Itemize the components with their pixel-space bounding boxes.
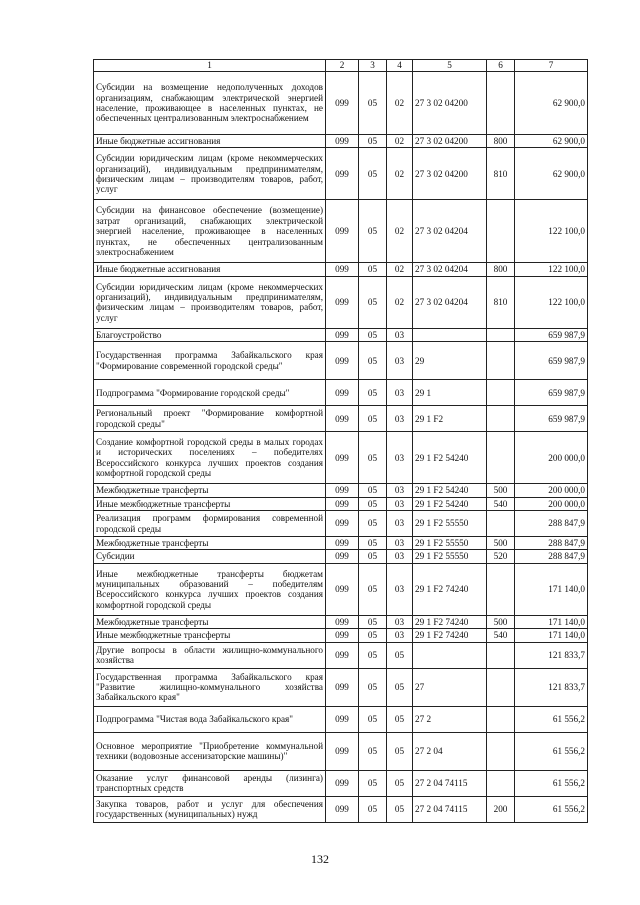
admin-code-cell: 099 <box>326 263 359 276</box>
table-row <box>94 497 588 510</box>
expense-type-cell: 520 <box>487 550 515 563</box>
amount-cell: 200 000,0 <box>515 497 588 510</box>
item-name-cell: Благоустройство <box>94 328 326 341</box>
expense-type-cell: 500 <box>487 537 515 550</box>
section-code-cell: 05 <box>359 328 387 341</box>
target-article-cell: 27 2 04 <box>413 732 487 770</box>
section-code-cell: 05 <box>359 642 387 668</box>
target-article-cell: 27 3 02 04204 <box>413 276 487 328</box>
table-row <box>94 615 588 628</box>
target-article-cell: 29 1 F2 74240 <box>413 563 487 615</box>
target-article-cell <box>413 328 487 341</box>
table-row <box>94 200 588 263</box>
section-code-cell: 05 <box>359 796 387 822</box>
subsection-code-cell: 03 <box>387 380 413 406</box>
table-header-row <box>94 60 588 72</box>
item-name-cell: Закупка товаров, работ и услуг для обеспечения государственных (муниципальных) нужд <box>94 796 326 822</box>
section-code-cell: 05 <box>359 668 387 706</box>
admin-code-cell: 099 <box>326 796 359 822</box>
target-article-cell: 29 1 F2 54240 <box>413 432 487 484</box>
amount-cell: 171 140,0 <box>515 563 588 615</box>
subsection-code-cell: 02 <box>387 148 413 200</box>
subsection-code-cell: 05 <box>387 668 413 706</box>
section-code-cell: 05 <box>359 511 387 537</box>
section-code-cell: 05 <box>359 484 387 497</box>
item-name-cell: Иные бюджетные ассигнования <box>94 135 326 148</box>
amount-cell: 61 556,2 <box>515 796 588 822</box>
amount-cell: 121 833,7 <box>515 642 588 668</box>
amount-cell: 61 556,2 <box>515 770 588 796</box>
expense-type-cell <box>487 770 515 796</box>
admin-code-cell: 099 <box>326 328 359 341</box>
target-article-cell: 27 <box>413 668 487 706</box>
table-row <box>94 72 588 135</box>
table-row <box>94 706 588 732</box>
amount-cell: 659 987,9 <box>515 342 588 380</box>
expense-type-cell: 540 <box>487 629 515 642</box>
subsection-code-cell: 02 <box>387 72 413 135</box>
subsection-code-cell: 02 <box>387 135 413 148</box>
admin-code-cell: 099 <box>326 629 359 642</box>
expense-type-cell <box>487 342 515 380</box>
item-name-cell: Межбюджетные трансферты <box>94 484 326 497</box>
section-code-cell: 05 <box>359 497 387 510</box>
expense-type-cell: 500 <box>487 484 515 497</box>
subsection-code-cell: 03 <box>387 328 413 341</box>
target-article-cell: 27 3 02 04200 <box>413 72 487 135</box>
admin-code-cell: 099 <box>326 770 359 796</box>
subsection-code-cell: 03 <box>387 550 413 563</box>
subsection-code-cell: 05 <box>387 796 413 822</box>
item-name-cell: Субсидии на возмещение недополученных доходов организациям, снабжающим электрической энергией население, проживающее в населенных пунктах, не обеспеченных централизованным электроснабжением <box>94 72 326 135</box>
header-cell-1: 1 <box>94 60 326 72</box>
target-article-cell: 29 1 F2 55550 <box>413 511 487 537</box>
amount-cell: 122 100,0 <box>515 200 588 263</box>
section-code-cell: 05 <box>359 550 387 563</box>
expense-type-cell <box>487 432 515 484</box>
target-article-cell: 29 1 F2 74240 <box>413 615 487 628</box>
admin-code-cell: 099 <box>326 563 359 615</box>
item-name-cell: Реализация программ формирования современной городской среды <box>94 511 326 537</box>
table-row <box>94 342 588 380</box>
amount-cell: 61 556,2 <box>515 732 588 770</box>
target-article-cell: 27 2 <box>413 706 487 732</box>
admin-code-cell: 099 <box>326 668 359 706</box>
amount-cell: 288 847,9 <box>515 550 588 563</box>
expense-type-cell <box>487 328 515 341</box>
amount-cell: 121 833,7 <box>515 668 588 706</box>
table-row <box>94 484 588 497</box>
target-article-cell: 27 2 04 74115 <box>413 770 487 796</box>
target-article-cell: 27 3 02 04200 <box>413 148 487 200</box>
section-code-cell: 05 <box>359 406 387 432</box>
expense-type-cell: 540 <box>487 497 515 510</box>
section-code-cell: 05 <box>359 432 387 484</box>
item-name-cell: Региональный проект "Формирование комфортной городской среды" <box>94 406 326 432</box>
table-body <box>94 60 588 823</box>
target-article-cell <box>413 642 487 668</box>
table-row <box>94 276 588 328</box>
expense-type-cell <box>487 668 515 706</box>
section-code-cell: 05 <box>359 72 387 135</box>
expense-type-cell <box>487 706 515 732</box>
section-code-cell: 05 <box>359 263 387 276</box>
table-row <box>94 629 588 642</box>
section-code-cell: 05 <box>359 563 387 615</box>
table-row <box>94 263 588 276</box>
table-row <box>94 148 588 200</box>
admin-code-cell: 099 <box>326 148 359 200</box>
section-code-cell: 05 <box>359 276 387 328</box>
item-name-cell: Иные межбюджетные трансферты бюджетам муниципальных образований – победителям Всероссийского конкурса лучших проектов создания комфортной городской среды <box>94 563 326 615</box>
amount-cell: 659 987,9 <box>515 328 588 341</box>
admin-code-cell: 099 <box>326 706 359 732</box>
expense-type-cell <box>487 200 515 263</box>
item-name-cell: Создание комфортной городской среды в малых городах и исторических поселениях – победителях Всероссийского конкурса лучших проектов создания комфортной городской среды <box>94 432 326 484</box>
table-row <box>94 406 588 432</box>
table-row <box>94 380 588 406</box>
subsection-code-cell: 03 <box>387 511 413 537</box>
item-name-cell: Основное мероприятие "Приобретение коммунальной техники (водовозные ассенизаторские машины)" <box>94 732 326 770</box>
amount-cell: 659 987,9 <box>515 406 588 432</box>
admin-code-cell: 099 <box>326 497 359 510</box>
amount-cell: 122 100,0 <box>515 276 588 328</box>
subsection-code-cell: 05 <box>387 706 413 732</box>
subsection-code-cell: 05 <box>387 770 413 796</box>
target-article-cell: 29 1 F2 54240 <box>413 497 487 510</box>
table-row <box>94 537 588 550</box>
admin-code-cell: 099 <box>326 550 359 563</box>
table-row <box>94 550 588 563</box>
section-code-cell: 05 <box>359 380 387 406</box>
subsection-code-cell: 03 <box>387 484 413 497</box>
subsection-code-cell: 03 <box>387 563 413 615</box>
expense-type-cell: 810 <box>487 148 515 200</box>
item-name-cell: Субсидии юридическим лицам (кроме некоммерческих организаций), индивидуальным предпринимателям, физическим лицам – производителям товаров, работ, услуг <box>94 276 326 328</box>
amount-cell: 171 140,0 <box>515 615 588 628</box>
admin-code-cell: 099 <box>326 406 359 432</box>
target-article-cell: 27 2 04 74115 <box>413 796 487 822</box>
section-code-cell: 05 <box>359 537 387 550</box>
expense-type-cell <box>487 642 515 668</box>
item-name-cell: Оказание услуг финансовой аренды (лизинга) транспортных средств <box>94 770 326 796</box>
section-code-cell: 05 <box>359 629 387 642</box>
table-row <box>94 135 588 148</box>
subsection-code-cell: 02 <box>387 263 413 276</box>
target-article-cell: 29 1 F2 74240 <box>413 629 487 642</box>
amount-cell: 659 987,9 <box>515 380 588 406</box>
budget-table <box>93 59 588 823</box>
expense-type-cell: 500 <box>487 615 515 628</box>
section-code-cell: 05 <box>359 732 387 770</box>
header-cell-6: 6 <box>487 60 515 72</box>
subsection-code-cell: 03 <box>387 615 413 628</box>
expense-type-cell <box>487 511 515 537</box>
expense-type-cell <box>487 380 515 406</box>
item-name-cell: Субсидии на финансовое обеспечение (возмещение) затрат организаций, снабжающих электрической энергией население, проживающее в населенных пунктах, не обеспеченных централизованным электроснабжением <box>94 200 326 263</box>
page-number: 132 <box>311 852 329 866</box>
target-article-cell: 27 3 02 04204 <box>413 200 487 263</box>
item-name-cell: Иные бюджетные ассигнования <box>94 263 326 276</box>
subsection-code-cell: 03 <box>387 629 413 642</box>
item-name-cell: Подпрограмма "Чистая вода Забайкальского края" <box>94 706 326 732</box>
subsection-code-cell: 03 <box>387 342 413 380</box>
target-article-cell: 29 1 <box>413 380 487 406</box>
subsection-code-cell: 05 <box>387 732 413 770</box>
admin-code-cell: 099 <box>326 276 359 328</box>
section-code-cell: 05 <box>359 770 387 796</box>
admin-code-cell: 099 <box>326 380 359 406</box>
header-cell-2: 2 <box>326 60 359 72</box>
table-row <box>94 732 588 770</box>
admin-code-cell: 099 <box>326 72 359 135</box>
expense-type-cell: 200 <box>487 796 515 822</box>
admin-code-cell: 099 <box>326 732 359 770</box>
target-article-cell: 27 3 02 04200 <box>413 135 487 148</box>
table-row <box>94 796 588 822</box>
subsection-code-cell: 05 <box>387 642 413 668</box>
header-cell-5: 5 <box>413 60 487 72</box>
subsection-code-cell: 03 <box>387 537 413 550</box>
item-name-cell: Субсидии <box>94 550 326 563</box>
header-cell-7: 7 <box>515 60 588 72</box>
expense-type-cell: 800 <box>487 135 515 148</box>
section-code-cell: 05 <box>359 148 387 200</box>
admin-code-cell: 099 <box>326 511 359 537</box>
amount-cell: 122 100,0 <box>515 263 588 276</box>
amount-cell: 200 000,0 <box>515 484 588 497</box>
header-cell-3: 3 <box>359 60 387 72</box>
expense-type-cell: 800 <box>487 263 515 276</box>
section-code-cell: 05 <box>359 135 387 148</box>
section-code-cell: 05 <box>359 200 387 263</box>
table-row <box>94 563 588 615</box>
target-article-cell: 29 1 F2 54240 <box>413 484 487 497</box>
admin-code-cell: 099 <box>326 615 359 628</box>
table-row <box>94 432 588 484</box>
subsection-code-cell: 02 <box>387 200 413 263</box>
target-article-cell: 29 <box>413 342 487 380</box>
admin-code-cell: 099 <box>326 135 359 148</box>
admin-code-cell: 099 <box>326 484 359 497</box>
subsection-code-cell: 03 <box>387 497 413 510</box>
table-row <box>94 511 588 537</box>
admin-code-cell: 099 <box>326 342 359 380</box>
admin-code-cell: 099 <box>326 537 359 550</box>
admin-code-cell: 099 <box>326 432 359 484</box>
header-cell-4: 4 <box>387 60 413 72</box>
table-row <box>94 328 588 341</box>
item-name-cell: Подпрограмма "Формирование городской среды" <box>94 380 326 406</box>
expense-type-cell <box>487 72 515 135</box>
amount-cell: 61 556,2 <box>515 706 588 732</box>
target-article-cell: 29 1 F2 <box>413 406 487 432</box>
section-code-cell: 05 <box>359 615 387 628</box>
section-code-cell: 05 <box>359 706 387 732</box>
amount-cell: 288 847,9 <box>515 511 588 537</box>
amount-cell: 62 900,0 <box>515 72 588 135</box>
admin-code-cell: 099 <box>326 200 359 263</box>
item-name-cell: Межбюджетные трансферты <box>94 537 326 550</box>
item-name-cell: Иные межбюджетные трансферты <box>94 497 326 510</box>
item-name-cell: Субсидии юридическим лицам (кроме некоммерческих организаций), индивидуальным предпринимателям, физическим лицам – производителям товаров, работ, услуг <box>94 148 326 200</box>
table-row <box>94 668 588 706</box>
amount-cell: 62 900,0 <box>515 135 588 148</box>
table-row <box>94 642 588 668</box>
expense-type-cell <box>487 406 515 432</box>
item-name-cell: Государственная программа Забайкальского края "Формирование современной городской среды" <box>94 342 326 380</box>
expense-type-cell <box>487 563 515 615</box>
table-row <box>94 770 588 796</box>
amount-cell: 200 000,0 <box>515 432 588 484</box>
item-name-cell: Иные межбюджетные трансферты <box>94 629 326 642</box>
expense-type-cell <box>487 732 515 770</box>
amount-cell: 288 847,9 <box>515 537 588 550</box>
target-article-cell: 29 1 F2 55550 <box>413 537 487 550</box>
subsection-code-cell: 03 <box>387 432 413 484</box>
item-name-cell: Межбюджетные трансферты <box>94 615 326 628</box>
subsection-code-cell: 03 <box>387 406 413 432</box>
amount-cell: 62 900,0 <box>515 148 588 200</box>
amount-cell: 171 140,0 <box>515 629 588 642</box>
target-article-cell: 27 3 02 04204 <box>413 263 487 276</box>
item-name-cell: Другие вопросы в области жилищно-коммунального хозяйства <box>94 642 326 668</box>
target-article-cell: 29 1 F2 55550 <box>413 550 487 563</box>
section-code-cell: 05 <box>359 342 387 380</box>
item-name-cell: Государственная программа Забайкальского края "Развитие жилищно-коммунального хозяйства Забайкальского края" <box>94 668 326 706</box>
expense-type-cell: 810 <box>487 276 515 328</box>
subsection-code-cell: 02 <box>387 276 413 328</box>
admin-code-cell: 099 <box>326 642 359 668</box>
